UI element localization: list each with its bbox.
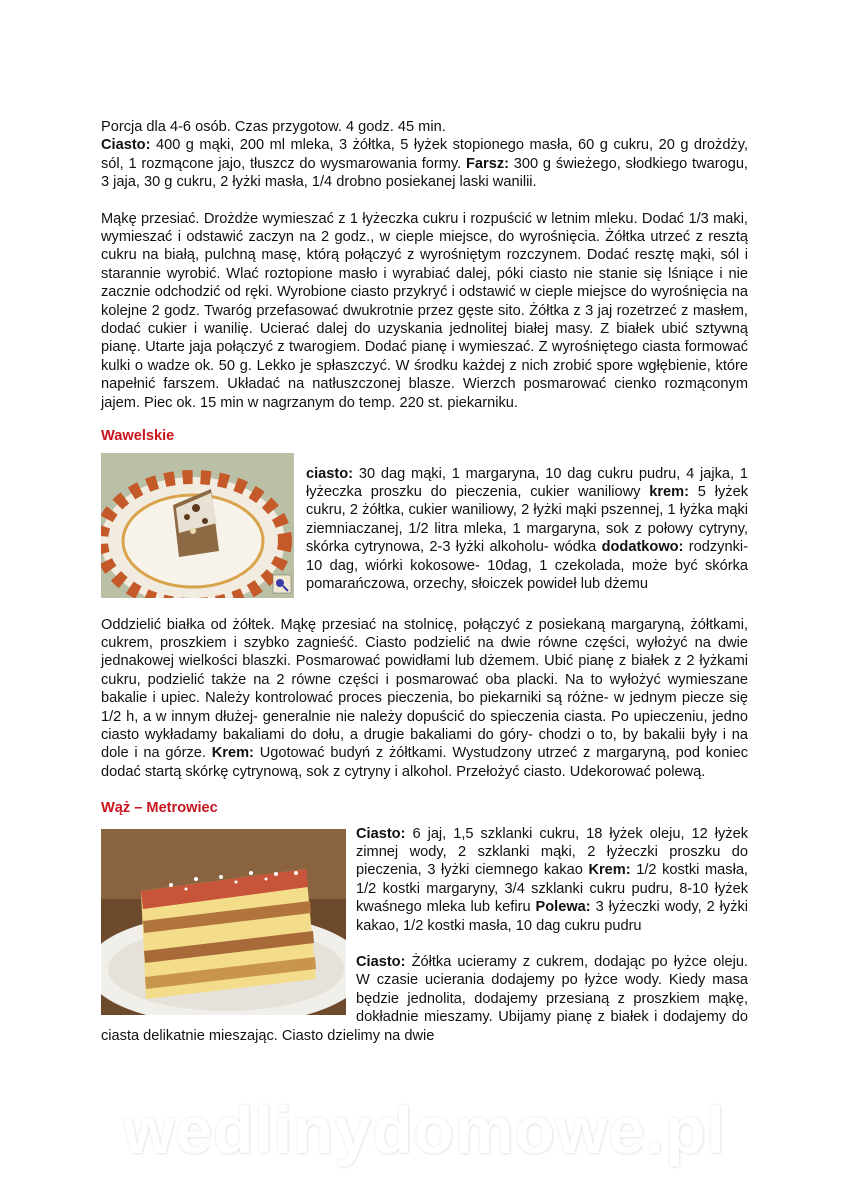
waz-polewa-text: 3 łyżeczki wody, 2 łyżki kakao, 1/2 kostki masła, 10 dag cukru pudru: [356, 899, 748, 934]
wawelskie-krem-text: 5 łyżek cukru, 2 żółtka, cukier waniliowy, 2 łyżki mąki pszennej, 1 łyżka mąki ziemniaczanej, 1/2 litra mleka, 1 margaryna, sok z połowy cytryny, skórka cytrynowa, 2-3 łyżki alkoholu- wódka: [306, 483, 748, 556]
waz-method-text: Żółtka ucieramy z cukrem, dodając po łyżce oleju. W czasie ucierania dodajemy po łyżce wody. Kiedy masa będzie jednolita, dodajemy przesianą z proszkiem mąkę, dokładnie mieszamy. Ubijamy pianę z białek i dodajemy do ciasta delikatnie mieszając. Ciasto dzielimy na dwie: [101, 954, 748, 1044]
section-wawelskie: [101, 427, 748, 781]
document-page: [101, 118, 748, 1045]
waz-krem-label: Krem:: [588, 862, 631, 879]
intro-method: Mąkę przesiać. Drożdże wymieszać z 1 łyżeczka cukru i rozpuścić w letnim mleku. Dodać 1/3 maki, wymieszać i odstawić zaczyn na 2 godz., w cieple miejsce, do wyrośnięcia. Żółtka utrzeć z resztą cukru na białą, pulchną masę, którą połączyć z wyrośniętym rozczynem. Dodać resztę mąki, sól i starannie wyrobić. Wlać roztopione masło i wyrabiać dalej, póki ciasto nie stanie się lśniące i nie zacznie odchodzić od ręki. Wyrobione ciasto przykryć i odstawić w cieple miejsce do wyrośnięcia na kolejne 2 godz. Twaróg przefasować dwukrotnie przez gęste sito. Żółtka z 3 jaj rozetrzeć z masłem, dodać cukier i wanilię. Ucierać dalej do uzyskania jednolitej białej masy. Z białek ubić sztywną pianę. Utarte jaja połączyć z twarogiem. Dodać pianę i wymieszać. Z wyrośniętego ciasta formować kulki o wadze ok. 50 g. Lekko je spłaszczyć. W środku każdej z nich zrobić spore wgłębienie, które napełnić farszem. Układać na natłuszczonej blasze. Wierzch posmarować cienko rozmąconym jajem. Piec ok. 15 min w nagrzanym do temp. 220 st. piekarniku.: [101, 210, 748, 411]
wawelskie-method-krem-text: Ugotować budyń z żółtkami. Wystudzony utrzeć z margaryną, pod koniec dodać startą skórkę cytrynową, sok z cytryny i alkohol. Przełożyć ciasto. Udekorować polewą.: [101, 745, 748, 780]
wawelskie-ciasto-text: 30 dag mąki, 1 margaryna, 10 dag cukru pudru, 4 jajka, 1 łyżeczka proszku do pieczenia, cukier waniliowy: [306, 465, 748, 500]
waz-polewa-label: Polewa:: [535, 899, 591, 916]
waz-cake-image: [101, 829, 346, 1015]
waz-krem-text: 1/2 kostki masła, 1/2 kostki margaryny, 3/4 szklanki cukru pudru, 8-10 łyżek kwaśnego mleka lub kefiru: [356, 862, 748, 916]
wawelskie-cake-image: [101, 453, 294, 598]
intro-portion: Porcja dla 4-6 osób. Czas przygotow. 4 godz. 45 min.: [101, 119, 446, 135]
intro-ciasto-label: Ciasto:: [101, 137, 151, 154]
wawelskie-krem-label: krem:: [649, 483, 689, 500]
intro-farsz-text: 300 g świeżego, słodkiego twarogu, 3 jaja, 30 g cukru, 2 łyżki masła, 1/4 drobno posiekanej laski wanilii.: [101, 155, 748, 191]
intro-ingredients: [101, 118, 748, 192]
intro-ciasto-text: 400 g mąki, 200 ml mleka, 3 żółtka, 5 łyżek stopionego masła, 60 g cukru, 20 g drożdży, sól, 1 rozmącone jajo, tłuszcz do wysmarowania formy.: [101, 137, 748, 172]
waz-photo: [101, 829, 346, 1015]
intro-farsz-label: Farsz:: [466, 155, 509, 172]
wawelskie-photo: [101, 453, 294, 598]
section-waz-metrowiec: [101, 799, 748, 1045]
waz-ciasto-text: 6 jaj, 1,5 szklanki cukru, 18 łyżek oleju, 12 łyżek zimnej wody, 2 szklanki mąki, 2 łyżeczki proszku do pieczenia, 3 łyżki ciemnego kakao: [356, 825, 748, 879]
watermark: wedlinydomowe.pl: [123, 1093, 726, 1167]
wawelskie-dodatkowo-label: dodatkowo:: [601, 539, 684, 556]
wawelskie-method: [101, 616, 748, 782]
wawelskie-dodatkowo-text: rodzynki-10 dag, wiórki kokosowe- 10dag, 1 czekolada, może być skórka pomarańczowa, orzechy, słoiczek powideł lub dżemu: [306, 539, 748, 592]
waz-heading: Wąż – Metrowiec: [101, 800, 218, 817]
wawelskie-method-text: Oddzielić białka od żółtek. Mąkę przesiać na stolnicę, połączyć z posiekaną margaryną, żółtkami, cukrem, proszkiem i szybko zagnieść. Ciasto podzielić na dwie równe części, wyłożyć na dwie jednakowej wielkości blaszki. Posmarować powidłami lub dżemem. Ubić pianę z białek z 2 łyżkami cukru, podzielić także na 2 równe części i posmarować oba placki. Na to wyłożyć wymieszane bakalie i upiec. Należy kontrolować proces pieczenia, bo piekarniki są różne- w jednym piecze się 1/2 h, a w innym dłużej- generalnie nie należy dopuścić do spieczenia ciasta. Po upieczeniu, jedno ciasto wykładamy bakaliami do dołu, a drugie bakaliami do góry- chodzi o to, by bakalii były i na dole i na górze.: [101, 616, 748, 762]
waz-ciasto-label: Ciasto:: [356, 825, 406, 842]
wawelskie-method-krem-label: Krem:: [211, 745, 254, 762]
waz-method-label: Ciasto:: [356, 954, 406, 970]
wawelskie-ciasto-label: ciasto:: [306, 465, 354, 482]
wawelskie-heading: Wawelskie: [101, 428, 175, 445]
